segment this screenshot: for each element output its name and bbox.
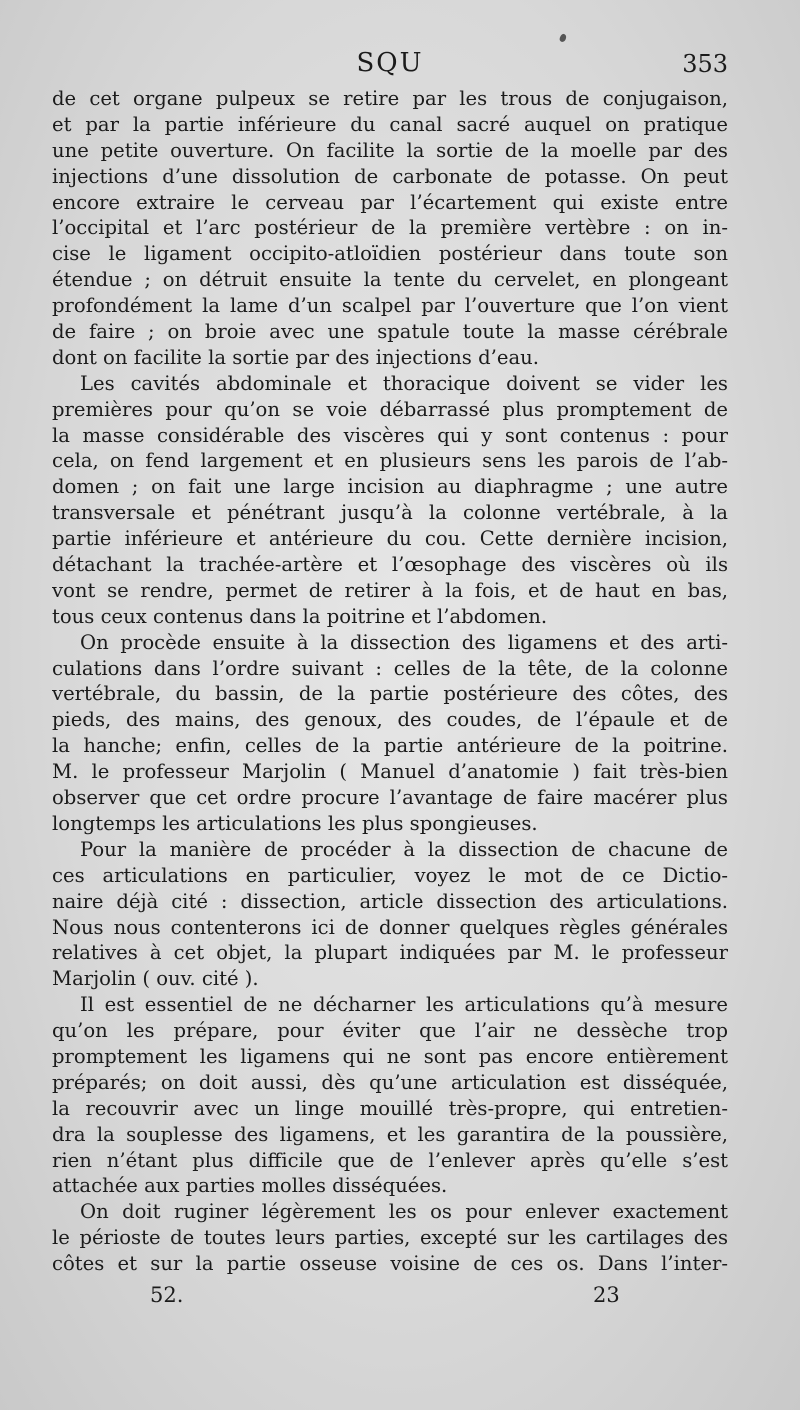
text-line: de faire ; on broie avec une spatule toute la masse cérébrale (52, 320, 728, 344)
body-text (52, 86, 728, 1277)
text-line: promptement les ligamens qui ne sont pas encore entièrement (52, 1044, 728, 1068)
text-line: vont se rendre, permet de retirer à la fois, et de haut en bas, (52, 578, 728, 602)
text-line: détachant la trachée-artère et l’œsophage des viscères où ils (52, 553, 728, 577)
text-line: cela, on fend largement et en plusieurs sens les parois de l’ab- (52, 449, 728, 473)
text-line: On procède ensuite à la dissection des ligamens et des arti- (80, 630, 728, 654)
text-line: encore extraire le cerveau par l’écartement qui existe entre (52, 190, 728, 214)
text-line: la hanche; enfin, celles de la partie antérieure de la poitrine. (52, 734, 728, 758)
text-line: dra la souplesse des ligamens, et les garantira de la poussière, (52, 1122, 728, 1146)
text-line: qu’on les prépare, pour éviter que l’air ne dessèche trop (52, 1019, 728, 1043)
page-footer (52, 1283, 728, 1311)
text-line: partie inférieure et antérieure du cou. Cette dernière incision, (52, 527, 728, 551)
text-line: côtes et sur la partie osseuse voisine de ces os. Dans l’inter- (52, 1252, 728, 1276)
text-line: naire déjà cité : dissection, article dissection des articulations. (52, 889, 728, 913)
text-line: la recouvrir avec un linge mouillé très-propre, qui entretien- (52, 1096, 728, 1120)
text-line: transversale et pénétrant jusqu’à la colonne vertébrale, à la (52, 501, 728, 525)
text-line: relatives à cet objet, la plupart indiquées par M. le professeur (52, 941, 728, 965)
text-line: domen ; on fait une large incision au diaphragme ; une autre (52, 475, 728, 499)
text-line: une petite ouverture. On facilite la sortie de la moelle par des (52, 138, 728, 162)
text-line: Pour la manière de procéder à la dissection de chacune de (80, 837, 728, 861)
text-line: étendue ; on détruit ensuite la tente du cervelet, en plongeant (52, 268, 728, 292)
text-line: de cet organe pulpeux se retire par les trous de conjugaison, (52, 87, 728, 110)
text-line: tous ceux contenus dans la poitrine et l’abdomen. (52, 604, 548, 628)
signature-mark-right: 23 (593, 1283, 620, 1307)
text-line: cise le ligament occipito-atloïdien postérieur dans toute son (52, 242, 728, 266)
text-line: le périoste de toutes leurs parties, excepté sur les cartilages des (52, 1226, 728, 1250)
text-line: la masse considérable des viscères qui y sont contenus : pour (52, 423, 728, 447)
text-line: longtemps les articulations les plus spongieuses. (52, 811, 538, 835)
text-line: vertébrale, du bassin, de la partie postérieure des côtes, des (52, 682, 728, 706)
text-line: On doit ruginer légèrement les os pour enlever exactement (80, 1200, 728, 1224)
text-line: observer que cet ordre procure l’avantage de faire macérer plus (52, 786, 728, 810)
text-line: M. le professeur Marjolin ( Manuel d’anatomie ) fait très-bien (52, 760, 728, 784)
page-header (52, 48, 728, 84)
ink-speck (558, 33, 567, 43)
text-line: premières pour qu’on se voie débarrassé plus promptement de (52, 397, 728, 421)
page-number: 353 (682, 50, 728, 78)
text-line: ces articulations en particulier, voyez le mot de ce Dictio- (52, 863, 728, 887)
text-line: pieds, des mains, des genoux, des coudes, de l’épaule et de (52, 708, 728, 732)
text-line: attachée aux parties molles disséquées. (52, 1174, 448, 1198)
text-line: culations dans l’ordre suivant : celles de la tête, de la colonne (52, 656, 728, 680)
text-line: dont on facilite la sortie par des injections d’eau. (52, 345, 539, 369)
text-line: Marjolin ( ouv. cité ). (52, 967, 259, 991)
text-line: et par la partie inférieure du canal sacré auquel on pratique (52, 112, 728, 136)
text-line: l’occipital et l’arc postérieur de la première vertèbre : on in- (52, 216, 728, 240)
text-line: préparés; on doit aussi, dès qu’une articulation est disséquée, (52, 1070, 728, 1094)
running-head: SQU (356, 48, 424, 78)
text-line: injections d’une dissolution de carbonate de potasse. On peut (52, 164, 728, 188)
signature-mark-left: 52. (150, 1283, 184, 1307)
text-line: Il est essentiel de ne décharner les articulations qu’à mesure (80, 993, 728, 1017)
text-line: Nous nous contenterons ici de donner quelques règles générales (52, 915, 728, 939)
text-line: profondément la lame d’un scalpel par l’ouverture que l’on vient (52, 294, 728, 318)
text-line: Les cavités abdominale et thoracique doivent se vider les (80, 371, 728, 395)
text-line: rien n’étant plus difficile que de l’enlever après qu’elle s’est (52, 1148, 728, 1172)
